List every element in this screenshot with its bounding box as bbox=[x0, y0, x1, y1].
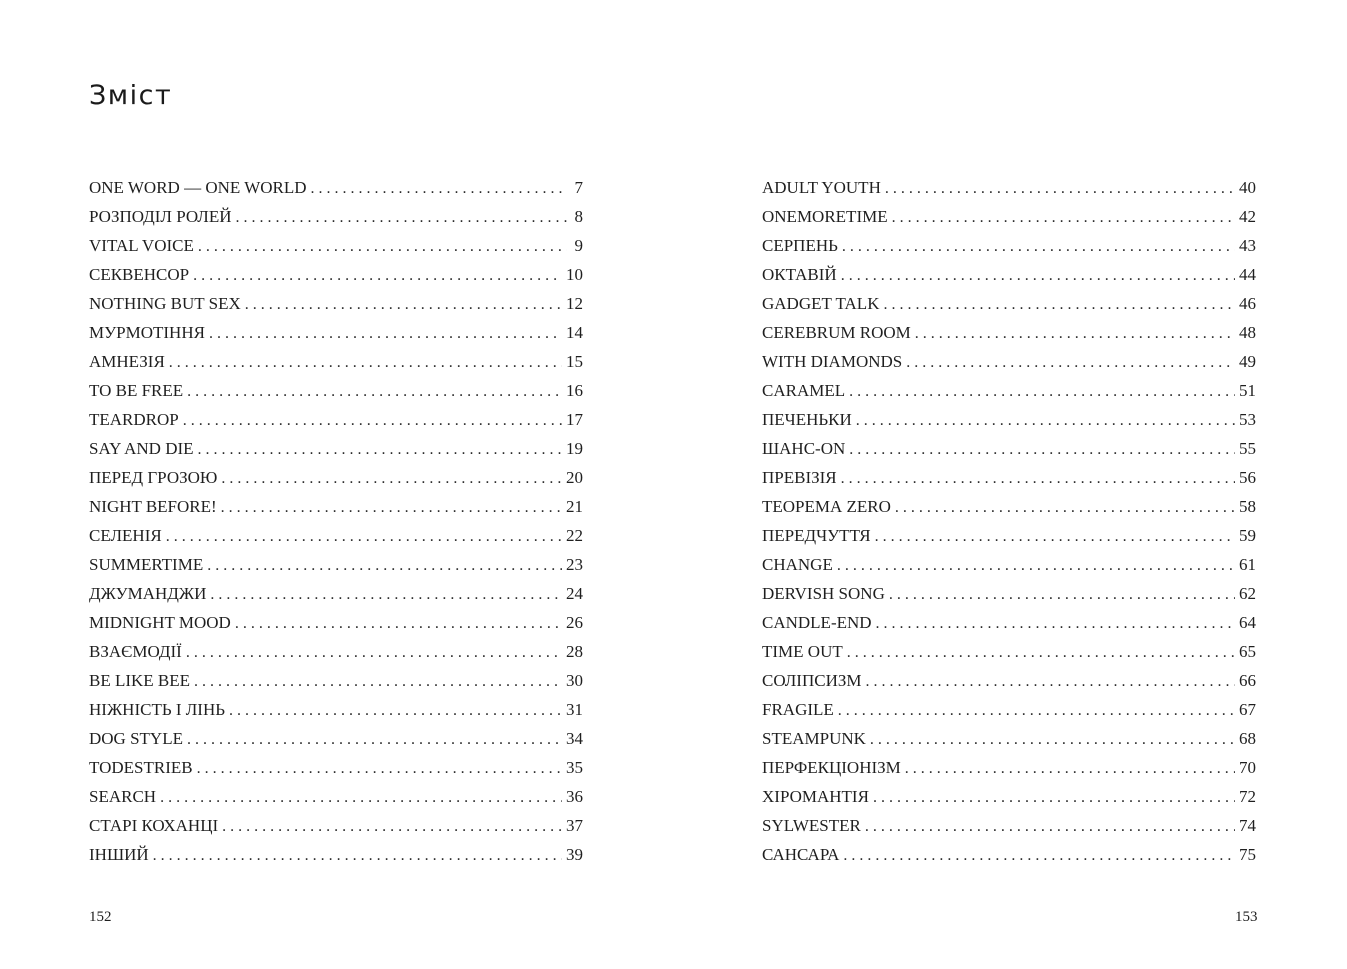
toc-entry[interactable] bbox=[762, 550, 1256, 579]
toc-entry-title: NIGHT BEFORE! bbox=[89, 497, 217, 516]
dot-leader bbox=[873, 783, 1235, 812]
toc-entry[interactable] bbox=[762, 840, 1256, 869]
dot-leader bbox=[235, 203, 567, 232]
dot-leader bbox=[187, 725, 562, 754]
toc-entry-title: ВЗАЄМОДІЇ bbox=[89, 642, 182, 661]
dot-leader bbox=[906, 348, 1235, 377]
toc-entry-title: TODESTRIEB bbox=[89, 758, 193, 777]
toc-entry-title: ПЕРЕД ГРОЗОЮ bbox=[89, 468, 218, 487]
toc-entry[interactable] bbox=[762, 434, 1256, 463]
dot-leader bbox=[870, 725, 1235, 754]
dot-leader bbox=[843, 841, 1235, 870]
toc-entry-page-number: 17 bbox=[566, 410, 583, 429]
toc-entry[interactable] bbox=[89, 550, 583, 579]
toc-entry-title: CEREBRUM ROOM bbox=[762, 323, 911, 342]
dot-leader bbox=[222, 812, 562, 841]
toc-entry-page-number: 30 bbox=[566, 671, 583, 690]
dot-leader bbox=[221, 493, 562, 522]
toc-entry-page-number: 28 bbox=[566, 642, 583, 661]
toc-entry-page-number: 55 bbox=[1239, 439, 1256, 458]
toc-entry[interactable] bbox=[89, 289, 583, 318]
dot-leader bbox=[194, 667, 562, 696]
toc-entry[interactable] bbox=[89, 434, 583, 463]
toc-entry-page-number: 39 bbox=[566, 845, 583, 864]
toc-entry[interactable] bbox=[89, 376, 583, 405]
toc-entry-title: СЕЛЕНІЯ bbox=[89, 526, 162, 545]
page-title: Зміст bbox=[89, 80, 173, 111]
dot-leader bbox=[849, 435, 1235, 464]
toc-entry[interactable] bbox=[762, 521, 1256, 550]
toc-entry[interactable] bbox=[89, 173, 583, 202]
dot-leader bbox=[837, 551, 1235, 580]
toc-entry[interactable] bbox=[762, 753, 1256, 782]
toc-entry-title: ПЕРЕДЧУТТЯ bbox=[762, 526, 871, 545]
toc-entry-page-number: 12 bbox=[566, 294, 583, 313]
toc-entry-title: MIDNIGHT MOOD bbox=[89, 613, 231, 632]
toc-entry-title: CANDLE-END bbox=[762, 613, 872, 632]
dot-leader bbox=[235, 609, 562, 638]
dot-leader bbox=[198, 232, 567, 261]
dot-leader bbox=[207, 551, 562, 580]
toc-entry[interactable] bbox=[762, 463, 1256, 492]
dot-leader bbox=[915, 319, 1235, 348]
toc-entry-title: СТАРІ КОХАНЦІ bbox=[89, 816, 219, 835]
toc-entry-page-number: 44 bbox=[1239, 265, 1256, 284]
toc-entry-title: ТЕОРЕМА ZERO bbox=[762, 497, 891, 516]
toc-entry-page-number: 51 bbox=[1239, 381, 1256, 400]
toc-entry-page-number: 8 bbox=[574, 207, 583, 226]
dot-leader bbox=[847, 638, 1235, 667]
toc-entry-page-number: 22 bbox=[566, 526, 583, 545]
toc-entry-page-number: 16 bbox=[566, 381, 583, 400]
toc-entry[interactable] bbox=[89, 695, 583, 724]
toc-entry[interactable] bbox=[89, 463, 583, 492]
toc-entry[interactable] bbox=[89, 347, 583, 376]
dot-leader bbox=[186, 638, 562, 667]
toc-entry[interactable] bbox=[762, 637, 1256, 666]
toc-entry[interactable] bbox=[762, 318, 1256, 347]
toc-entry-title: VITAL VOICE bbox=[89, 236, 194, 255]
toc-entry-page-number: 7 bbox=[574, 178, 583, 197]
toc-entry-title: ПРЕВІЗІЯ bbox=[762, 468, 837, 487]
toc-entry-page-number: 36 bbox=[566, 787, 583, 806]
toc-entry-title: TEARDROP bbox=[89, 410, 179, 429]
toc-entry[interactable] bbox=[762, 289, 1256, 318]
toc-entry-page-number: 37 bbox=[566, 816, 583, 835]
toc-entry-page-number: 56 bbox=[1239, 468, 1256, 487]
toc-entry-page-number: 66 bbox=[1239, 671, 1256, 690]
toc-entry[interactable] bbox=[89, 637, 583, 666]
toc-entry-page-number: 23 bbox=[566, 555, 583, 574]
toc-entry-page-number: 72 bbox=[1239, 787, 1256, 806]
toc-entry-title: WITH DIAMONDS bbox=[762, 352, 903, 371]
dot-leader bbox=[311, 174, 567, 203]
dot-leader bbox=[153, 841, 562, 870]
toc-entry-page-number: 43 bbox=[1239, 236, 1256, 255]
toc-entry[interactable] bbox=[89, 724, 583, 753]
toc-entry[interactable] bbox=[89, 231, 583, 260]
dot-leader bbox=[885, 174, 1235, 203]
toc-entry[interactable] bbox=[89, 202, 583, 231]
toc-entry-title: DOG STYLE bbox=[89, 729, 183, 748]
toc-entry-page-number: 68 bbox=[1239, 729, 1256, 748]
toc-entry[interactable] bbox=[762, 492, 1256, 521]
toc-entry-title: МУРМОТІННЯ bbox=[89, 323, 205, 342]
dot-leader bbox=[866, 667, 1236, 696]
toc-entry-page-number: 20 bbox=[566, 468, 583, 487]
toc-entry[interactable] bbox=[89, 405, 583, 434]
dot-leader bbox=[895, 493, 1235, 522]
toc-entry-page-number: 61 bbox=[1239, 555, 1256, 574]
toc-entry-page-number: 9 bbox=[574, 236, 583, 255]
toc-left-column bbox=[89, 173, 583, 869]
dot-leader bbox=[197, 754, 562, 783]
toc-entry[interactable] bbox=[762, 666, 1256, 695]
toc-entry-title: ONEMORETIME bbox=[762, 207, 888, 226]
toc-entry-page-number: 65 bbox=[1239, 642, 1256, 661]
toc-entry-title: ДЖУМАНДЖИ bbox=[89, 584, 207, 603]
toc-entry-title: STEAMPUNK bbox=[762, 729, 866, 748]
dot-leader bbox=[229, 696, 562, 725]
toc-entry-title: ПЕРФЕКЦІОНІЗМ bbox=[762, 758, 901, 777]
toc-entry-title: NOTHING BUT SEX bbox=[89, 294, 241, 313]
toc-entry-title: СОЛІПСИЗМ bbox=[762, 671, 862, 690]
dot-leader bbox=[221, 464, 562, 493]
dot-leader bbox=[892, 203, 1235, 232]
dot-leader bbox=[841, 464, 1235, 493]
toc-entry[interactable] bbox=[762, 811, 1256, 840]
toc-entry-page-number: 35 bbox=[566, 758, 583, 777]
toc-entry-page-number: 67 bbox=[1239, 700, 1256, 719]
toc-entry[interactable] bbox=[89, 492, 583, 521]
toc-entry-page-number: 31 bbox=[566, 700, 583, 719]
toc-entry-page-number: 15 bbox=[566, 352, 583, 371]
toc-entry-page-number: 42 bbox=[1239, 207, 1256, 226]
toc-entry-page-number: 70 bbox=[1239, 758, 1256, 777]
toc-entry-title: SYLWESTER bbox=[762, 816, 861, 835]
dot-leader bbox=[875, 522, 1235, 551]
toc-entry-page-number: 34 bbox=[566, 729, 583, 748]
toc-entry-title: СЕРПЕНЬ bbox=[762, 236, 838, 255]
dot-leader bbox=[169, 348, 562, 377]
toc-entry-page-number: 59 bbox=[1239, 526, 1256, 545]
toc-entry-title: ОКТАВІЙ bbox=[762, 265, 837, 284]
toc-entry[interactable] bbox=[89, 666, 583, 695]
dot-leader bbox=[889, 580, 1235, 609]
toc-entry-page-number: 26 bbox=[566, 613, 583, 632]
dot-leader bbox=[160, 783, 562, 812]
toc-entry-title: SEARCH bbox=[89, 787, 157, 806]
dot-leader bbox=[841, 261, 1235, 290]
dot-leader bbox=[209, 319, 562, 348]
page-number-right: 153 bbox=[1235, 909, 1258, 925]
dot-leader bbox=[865, 812, 1235, 841]
dot-leader bbox=[842, 232, 1235, 261]
dot-leader bbox=[198, 435, 562, 464]
dot-leader bbox=[856, 406, 1235, 435]
toc-entry-title: ШАНС-ON bbox=[762, 439, 846, 458]
toc-entry-title: GADGET TALK bbox=[762, 294, 880, 313]
toc-entry-page-number: 24 bbox=[566, 584, 583, 603]
toc-entry-page-number: 46 bbox=[1239, 294, 1256, 313]
toc-entry-page-number: 19 bbox=[566, 439, 583, 458]
toc-entry-title: ПЕЧЕНЬКИ bbox=[762, 410, 852, 429]
toc-entry-title: TO BE FREE bbox=[89, 381, 184, 400]
toc-entry-page-number: 14 bbox=[566, 323, 583, 342]
toc-entry-page-number: 49 bbox=[1239, 352, 1256, 371]
toc-entry[interactable] bbox=[89, 811, 583, 840]
dot-leader bbox=[876, 609, 1235, 638]
toc-entry[interactable] bbox=[89, 260, 583, 289]
toc-entry-title: РОЗПОДІЛ РОЛЕЙ bbox=[89, 207, 232, 226]
toc-entry[interactable] bbox=[762, 376, 1256, 405]
toc-entry[interactable] bbox=[762, 347, 1256, 376]
toc-entry[interactable] bbox=[762, 260, 1256, 289]
toc-entry-page-number: 62 bbox=[1239, 584, 1256, 603]
dot-leader bbox=[210, 580, 562, 609]
toc-entry-title: ХІРОМАНТІЯ bbox=[762, 787, 869, 806]
toc-entry[interactable] bbox=[762, 579, 1256, 608]
toc-entry[interactable] bbox=[762, 405, 1256, 434]
page-number-left: 152 bbox=[89, 909, 112, 925]
toc-entry-page-number: 21 bbox=[566, 497, 583, 516]
toc-entry-page-number: 75 bbox=[1239, 845, 1256, 864]
dot-leader bbox=[883, 290, 1235, 319]
toc-entry-title: TIME OUT bbox=[762, 642, 843, 661]
toc-entry-title: SAY AND DIE bbox=[89, 439, 194, 458]
toc-entry-page-number: 74 bbox=[1239, 816, 1256, 835]
toc-entry-page-number: 64 bbox=[1239, 613, 1256, 632]
dot-leader bbox=[245, 290, 562, 319]
toc-entry-title: FRAGILE bbox=[762, 700, 834, 719]
toc-entry-page-number: 53 bbox=[1239, 410, 1256, 429]
toc-entry[interactable] bbox=[762, 724, 1256, 753]
toc-entry-title: CHANGE bbox=[762, 555, 833, 574]
toc-entry-title: НІЖНІСТЬ І ЛІНЬ bbox=[89, 700, 225, 719]
toc-entry-title: CARAMEL bbox=[762, 381, 846, 400]
toc-entry[interactable] bbox=[762, 695, 1256, 724]
toc-entry-title: СЕКВЕНСОР bbox=[89, 265, 190, 284]
toc-entry-page-number: 48 bbox=[1239, 323, 1256, 342]
dot-leader bbox=[849, 377, 1235, 406]
toc-entry[interactable] bbox=[89, 608, 583, 637]
toc-entry[interactable] bbox=[89, 782, 583, 811]
dot-leader bbox=[166, 522, 562, 551]
toc-entry[interactable] bbox=[89, 840, 583, 869]
toc-entry[interactable] bbox=[89, 579, 583, 608]
toc-entry-title: DERVISH SONG bbox=[762, 584, 885, 603]
toc-entry[interactable] bbox=[762, 608, 1256, 637]
toc-entry-page-number: 10 bbox=[566, 265, 583, 284]
toc-entry-title: ІНШИЙ bbox=[89, 845, 149, 864]
toc-entry-title: АМНЕЗІЯ bbox=[89, 352, 165, 371]
toc-entry-page-number: 40 bbox=[1239, 178, 1256, 197]
dot-leader bbox=[838, 696, 1235, 725]
toc-entry-title: САНСАРА bbox=[762, 845, 840, 864]
dot-leader bbox=[183, 406, 562, 435]
dot-leader bbox=[187, 377, 562, 406]
toc-entry-title: BE LIKE BEE bbox=[89, 671, 191, 690]
toc-entry[interactable] bbox=[89, 521, 583, 550]
toc-entry-title: ONE WORD — ONE WORLD bbox=[89, 178, 307, 197]
dot-leader bbox=[193, 261, 562, 290]
toc-entry-page-number: 58 bbox=[1239, 497, 1256, 516]
toc-entry[interactable] bbox=[89, 318, 583, 347]
toc-entry[interactable] bbox=[762, 202, 1256, 231]
dot-leader bbox=[905, 754, 1235, 783]
toc-entry-title: SUMMERTIME bbox=[89, 555, 204, 574]
toc-entry[interactable] bbox=[762, 231, 1256, 260]
toc-right-column bbox=[762, 173, 1256, 869]
toc-entry-title: ADULT YOUTH bbox=[762, 178, 881, 197]
toc-entry[interactable] bbox=[762, 782, 1256, 811]
toc-entry[interactable] bbox=[89, 753, 583, 782]
toc-entry[interactable] bbox=[762, 173, 1256, 202]
